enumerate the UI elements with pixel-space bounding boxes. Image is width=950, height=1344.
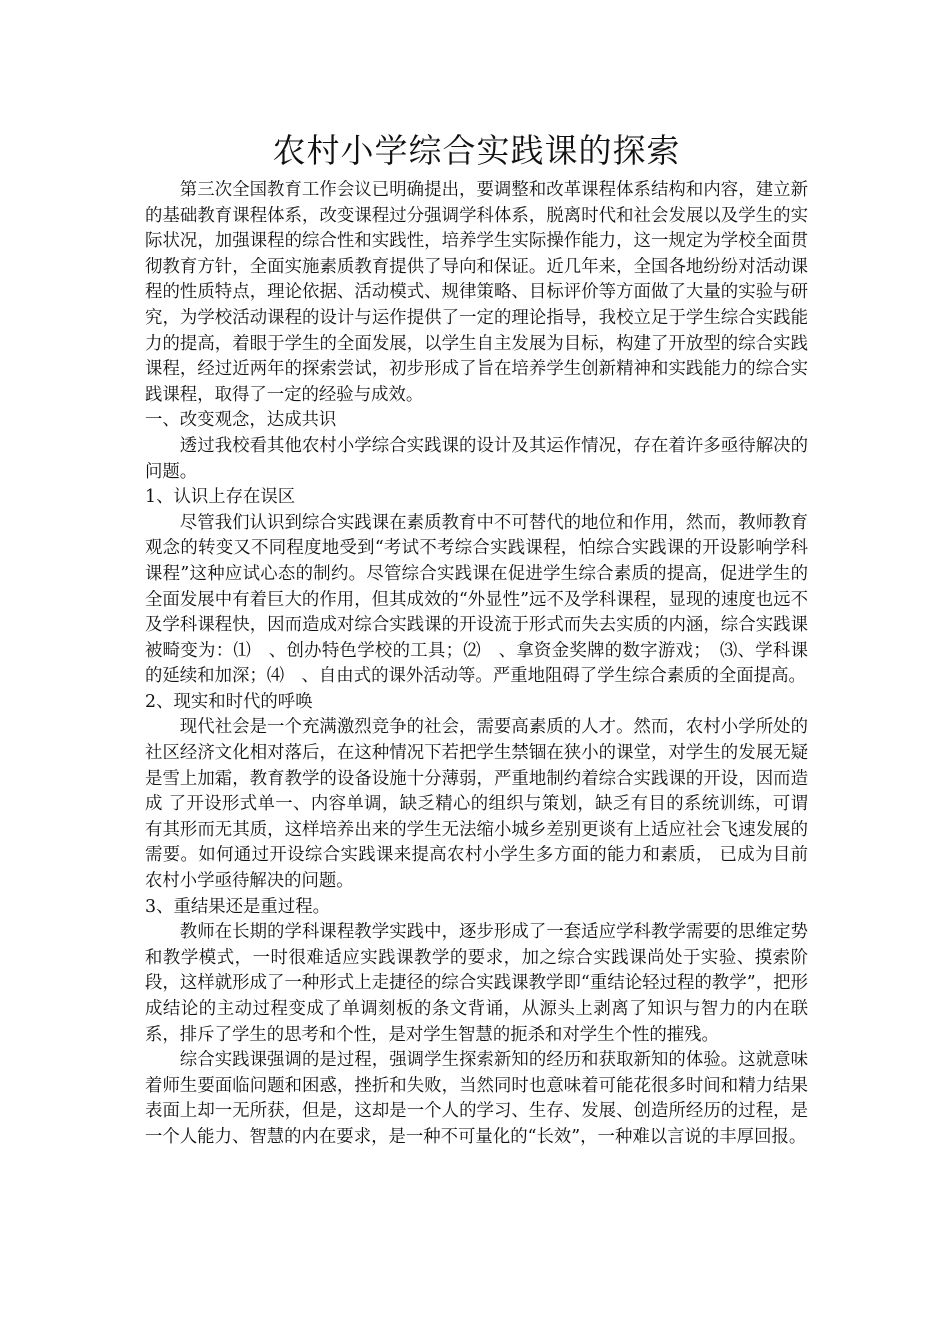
subheading-3: 3、重结果还是重过程。 bbox=[145, 896, 330, 917]
paragraph-result-process: 教师在长期的学科课程教学实践中，逐步形成了一套适应学科教学需要的思维定势和教学模式，一时很难适应实践课教学的要求，加之综合实践课尚处于实验、摸索阶段，这样就形成了一种形式上走捷径的综合实践课教学即“重结论轻过程的教学”，把形成结论的主动过程变成了单调刻板的条文背诵，从源头上剥离了知识与智力的内在联系，排斥了学生的思考和个性，是对学生智慧的扼杀和对学生个性的摧残。 bbox=[145, 922, 808, 1045]
document-title: 农村小学综合实践课的探索 bbox=[272, 131, 681, 170]
paragraph-reality: 现代社会是一个充满激烈竞争的社会，需要高素质的人才。然而，农村小学所处的社区经济文化相对落后，在这种情况下若把学生禁锢在狭小的课堂，对学生的发展无疑是雪上加霜，教育教学的设备设施十分薄弱，严重地制约着综合实践课的开设，因而造成 了开设形式单一、内容单调，缺乏精心的组织与策划，缺乏有目的系统训练，可谓有其形而无其质，这样培养出来的学生无法缩小城乡差别更谈有上适应社会飞速发展的需要。如何通过开设综合实践课来提高农村小学生多方面的能力和素质， 已成为目前农村小学亟待解决的问题。 bbox=[145, 717, 808, 892]
subheading-2: 2、现实和时代的呼唤 bbox=[145, 691, 313, 712]
paragraph-section-1-intro: 透过我校看其他农村小学综合实践课的设计及其运作情况，存在着许多亟待解决的问题。 bbox=[145, 435, 808, 482]
paragraph-intro: 第三次全国教育工作会议已明确提出，要调整和改革课程体系结构和内容，建立新的基础教育课程体系，改变课程过分强调学科体系，脱离时代和社会发展以及学生的实际状况，加强课程的综合性和实践性，培养学生实际操作能力，这一规定为学校全面贯彻教育方针，全面实施素质教育提供了导向和保证。近几年来，全国各地纷纷对活动课程的性质特点，理论依据、活动模式、规律策略、目标评价等方面做了大量的实验与研究，为学校活动课程的设计与运作提供了一定的理论指导，我校立足于学生综合实践能力的提高，着眼于学生的全面发展，以学生自主发展为目标，构建了开放型的综合实践课程，经过近两年的探索尝试，初步形成了旨在培养学生创新精神和实践能力的综合实践课程，取得了一定的经验与成效。 bbox=[145, 180, 808, 405]
paragraph-misconception: 尽管我们认识到综合实践课在素质教育中不可替代的地位和作用，然而，教师教育观念的转变又不同程度地受到“考试不考综合实践课程，怕综合实践课的开设影响学科课程”这种应试心态的制约。尽管综合实践课在促进学生综合素质的提高，促进学生的全面发展中有着巨大的作用，但其成效的“外显性”远不及学科课程，显现的速度也远不及学科课程快，因而造成对综合实践课的开设流于形式而失去实质的内涵，综合实践课被畸变为：⑴ 、创办特色学校的工具；⑵ 、拿资金奖牌的数字游戏； ⑶、学科课的延续和加深；⑷ 、自由式的课外活动等。严重地阻碍了学生综合素质的全面提高。 bbox=[145, 512, 808, 687]
paragraph-process-emphasis: 综合实践课强调的是过程，强调学生探索新知的经历和获取新知的体验。这就意味着师生要面临问题和困惑，挫折和失败，当然同时也意味着可能花很多时间和精力结果表面上却一无所获，但是，这却是一个人的学习、生存、发展、创造所经历的过程，是一个人能力、智慧的内在要求，是一种不可量化的“长效”，一种难以言说的丰厚回报。 bbox=[145, 1050, 808, 1147]
subheading-1: 1、认识上存在误区 bbox=[145, 487, 296, 508]
section-heading-1: 一、改变观念，达成共识 bbox=[145, 410, 337, 431]
document-page bbox=[145, 128, 808, 1151]
